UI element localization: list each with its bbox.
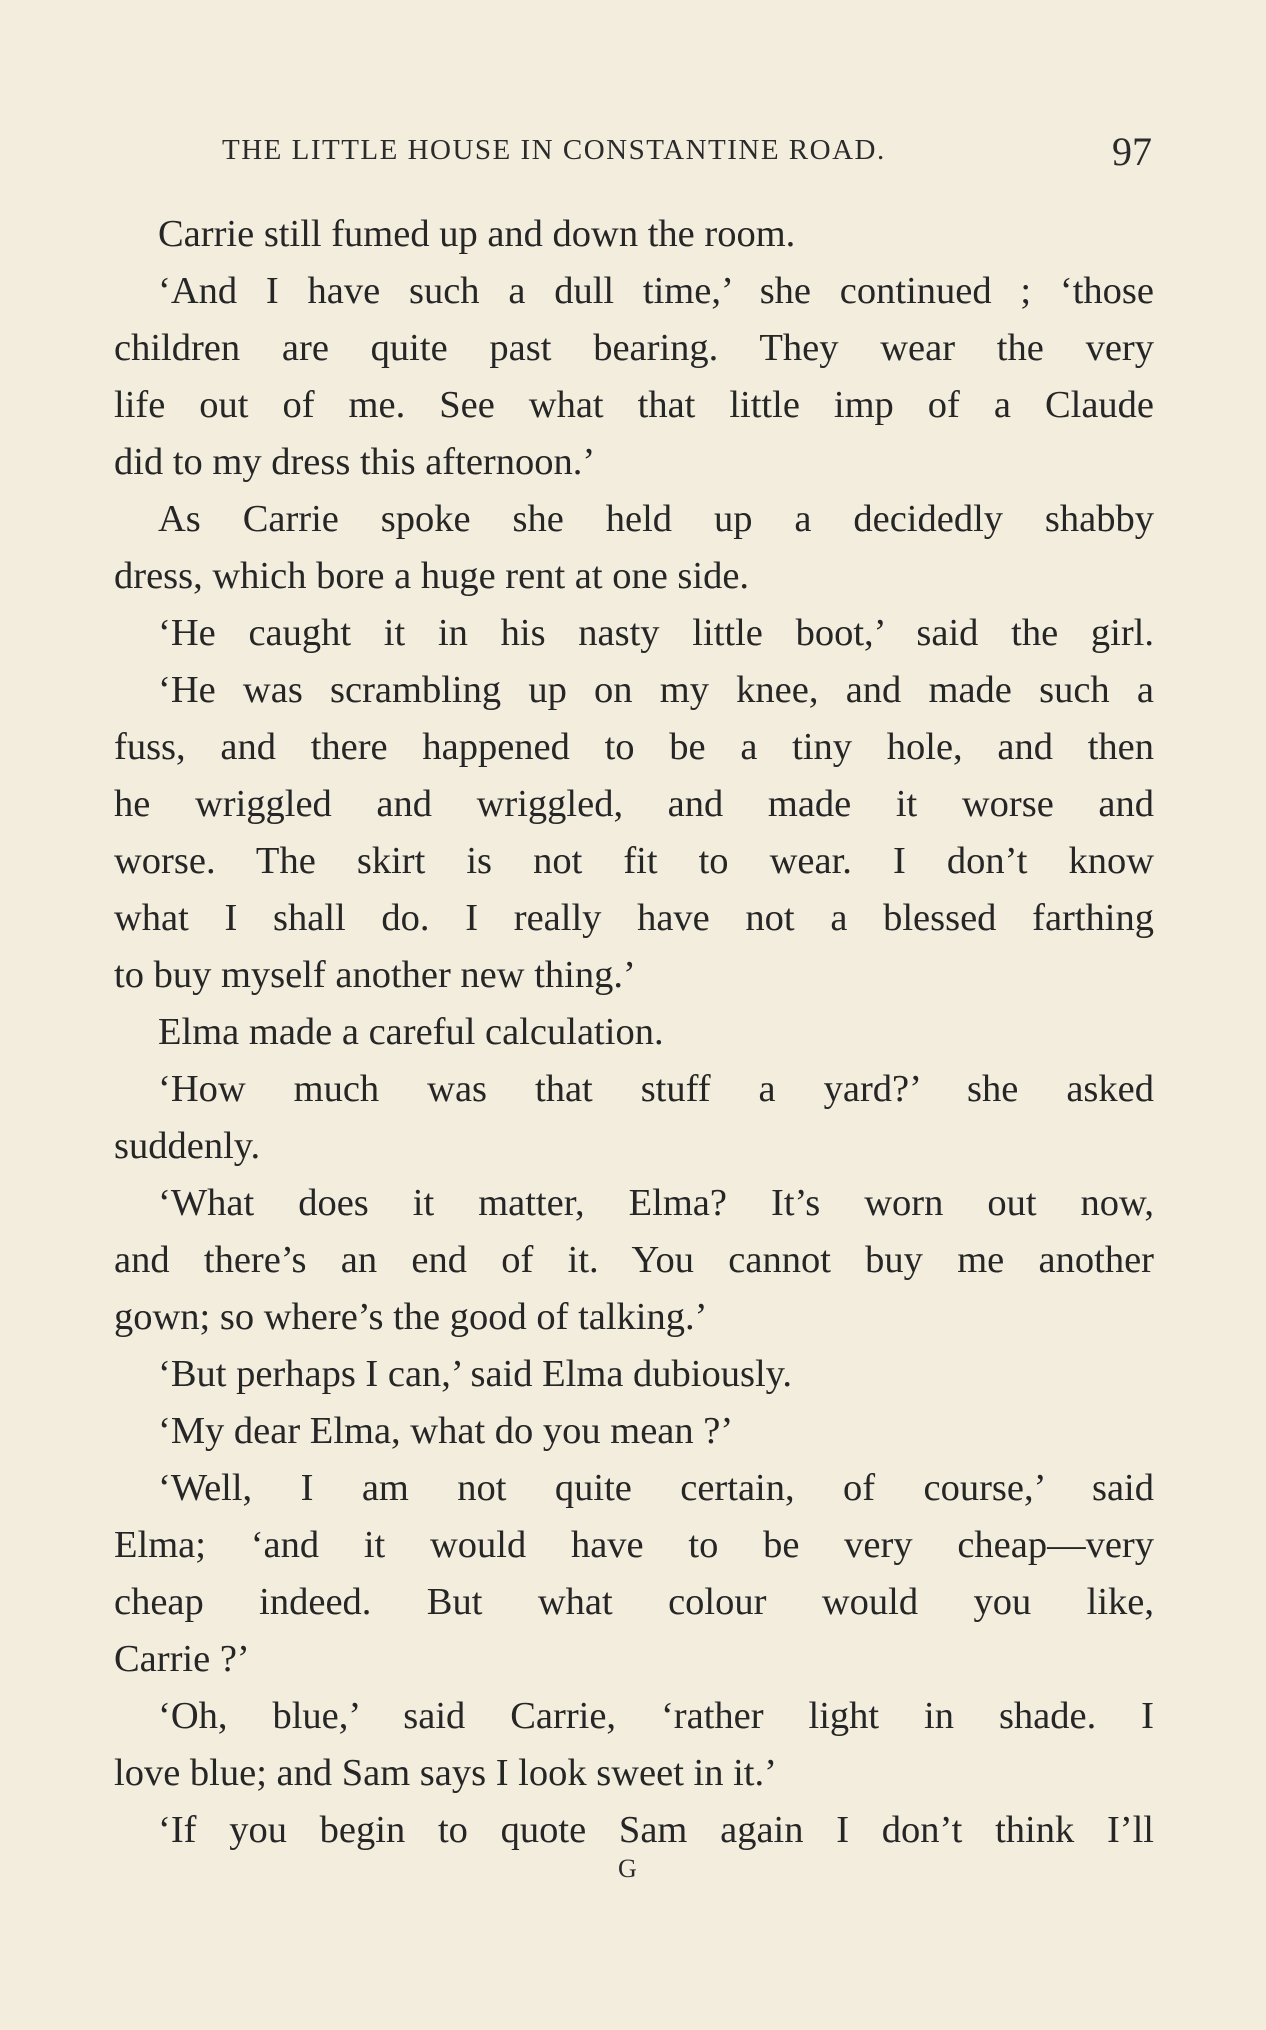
text-line: fuss, and there happened to be a tiny hole, and then bbox=[114, 726, 1154, 768]
text-line: suddenly. bbox=[114, 1125, 261, 1167]
text-line: life out of me. See what that little imp of a Claude bbox=[114, 384, 1154, 426]
page-header bbox=[222, 128, 1152, 178]
text-line: love blue; and Sam says I look sweet in it.’ bbox=[114, 1752, 777, 1794]
page-number: 97 bbox=[1112, 129, 1152, 174]
body-text bbox=[114, 206, 1154, 1859]
text-line: ‘How much was that stuff a yard?’ she asked bbox=[158, 1068, 1154, 1110]
text-line: ‘Oh, blue,’ said Carrie, ‘rather light in shade. I bbox=[158, 1695, 1154, 1737]
text-line: worse. The skirt is not fit to wear. I don’t know bbox=[114, 840, 1154, 882]
text-line: As Carrie spoke she held up a decidedly shabby bbox=[158, 498, 1154, 540]
text-line: Elma made a careful calculation. bbox=[158, 1011, 664, 1053]
running-title: THE LITTLE HOUSE IN CONSTANTINE ROAD. bbox=[222, 134, 886, 166]
text-line: ‘If you begin to quote Sam again I don’t think I’ll bbox=[158, 1809, 1154, 1851]
text-line: Carrie ?’ bbox=[114, 1638, 250, 1680]
signature-mark: G bbox=[618, 1854, 637, 1883]
text-line: Elma; ‘and it would have to be very cheap—very bbox=[114, 1524, 1154, 1566]
text-line: ‘Well, I am not quite certain, of course,’ said bbox=[158, 1467, 1154, 1509]
text-line: ‘What does it matter, Elma? It’s worn out now, bbox=[158, 1182, 1154, 1224]
text-line: ‘He caught it in his nasty little boot,’ said the girl. bbox=[158, 612, 1154, 654]
text-line: ‘He was scrambling up on my knee, and made such a bbox=[158, 669, 1154, 711]
text-line: did to my dress this afternoon.’ bbox=[114, 441, 596, 483]
text-line: what I shall do. I really have not a blessed farthing bbox=[114, 897, 1154, 939]
text-line: Carrie still fumed up and down the room. bbox=[158, 213, 796, 255]
text-line: and there’s an end of it. You cannot buy me another bbox=[114, 1239, 1154, 1281]
text-line: cheap indeed. But what colour would you like, bbox=[114, 1581, 1154, 1623]
text-line: he wriggled and wriggled, and made it worse and bbox=[114, 783, 1154, 825]
text-line: to buy myself another new thing.’ bbox=[114, 954, 636, 996]
text-line: ‘My dear Elma, what do you mean ?’ bbox=[158, 1410, 734, 1452]
text-line: ‘But perhaps I can,’ said Elma dubiously. bbox=[158, 1353, 793, 1395]
text-line: ‘And I have such a dull time,’ she continued ; ‘those bbox=[158, 270, 1154, 312]
text-line: children are quite past bearing. They wear the very bbox=[114, 327, 1154, 369]
text-line: dress, which bore a huge rent at one side. bbox=[114, 555, 750, 597]
text-line: gown; so where’s the good of talking.’ bbox=[114, 1296, 708, 1338]
